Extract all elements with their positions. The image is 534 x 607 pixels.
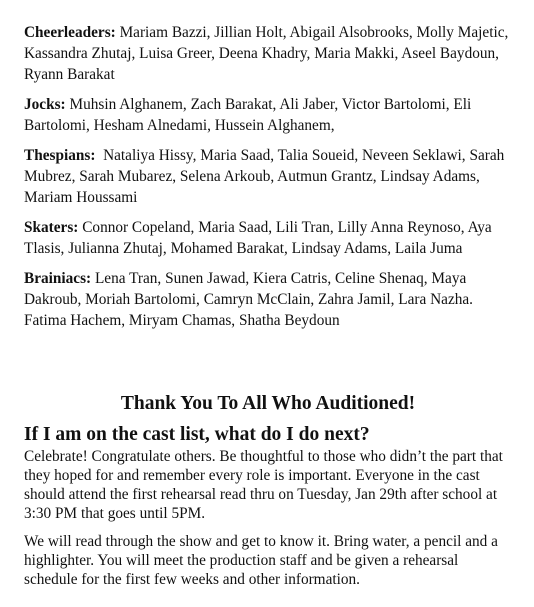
- group-names: Muhsin Alghanem, Zach Barakat, Ali Jaber, Victor Bartolomi, Eli Bartolomi, Hesham Alnedami, Hussein Alghanem,: [24, 96, 472, 134]
- group-label: Jocks:: [24, 96, 66, 113]
- thanks-heading: Thank You To All Who Auditioned!: [120, 393, 416, 414]
- group-label: Skaters:: [24, 219, 79, 236]
- group-names: Connor Copeland, Maria Saad, Lili Tran, Lilly Anna Reynoso, Aya Tlasis, Julianna Zhutaj, Mohamed Barakat, Lindsay Adams, Laila Juma: [24, 219, 492, 257]
- group-names: Mariam Bazzi, Jillian Holt, Abigail Alsobrooks, Molly Majetic, Kassandra Zhutaj, Luisa Greer, Deena Khadry, Maria Makki, Aseel Baydoun, Ryann Barakat: [24, 24, 509, 83]
- group-skaters: [24, 217, 512, 259]
- group-cheerleaders: [24, 22, 512, 85]
- section-spacer: [24, 340, 512, 392]
- group-names: Lena Tran, Sunen Jawad, Kiera Catris, Celine Shenaq, Maya Dakroub, Moriah Bartolomi, Camryn McClain, Zahra Jamil, Lara Nazha. Fatima Hachem, Miryam Chamas, Shatha Beydoun: [24, 270, 474, 329]
- group-label: Thespians:: [24, 147, 96, 164]
- rehearsal-paragraph: We will read through the show and get to know it. Bring water, a pencil and a highlighter. You will meet the production staff and be given a rehearsal schedule for the first few weeks and other information.: [24, 533, 498, 588]
- group-thespians: [24, 145, 512, 208]
- group-brainiacs: [24, 268, 512, 331]
- group-jocks: [24, 94, 512, 136]
- next-steps-heading: If I am on the cast list, what do I do next?: [24, 424, 370, 445]
- group-names: Nataliya Hissy, Maria Saad, Talia Soueid, Neveen Seklawi, Sarah Mubrez, Sarah Mubarez, Selena Arkoub, Autmun Grantz, Lindsay Adams, Mariam Houssami: [24, 147, 509, 206]
- next-steps-paragraph: Celebrate! Congratulate others. Be thoughtful to those who didn’t the part that they hoped for and remember every role is important. Everyone in the cast should attend the first rehearsal read thru on Tuesday, Jan 29th after school at 3:30 PM that goes until 5PM.: [24, 448, 503, 522]
- group-label: Cheerleaders:: [24, 24, 116, 41]
- group-label: Brainiacs:: [24, 270, 92, 287]
